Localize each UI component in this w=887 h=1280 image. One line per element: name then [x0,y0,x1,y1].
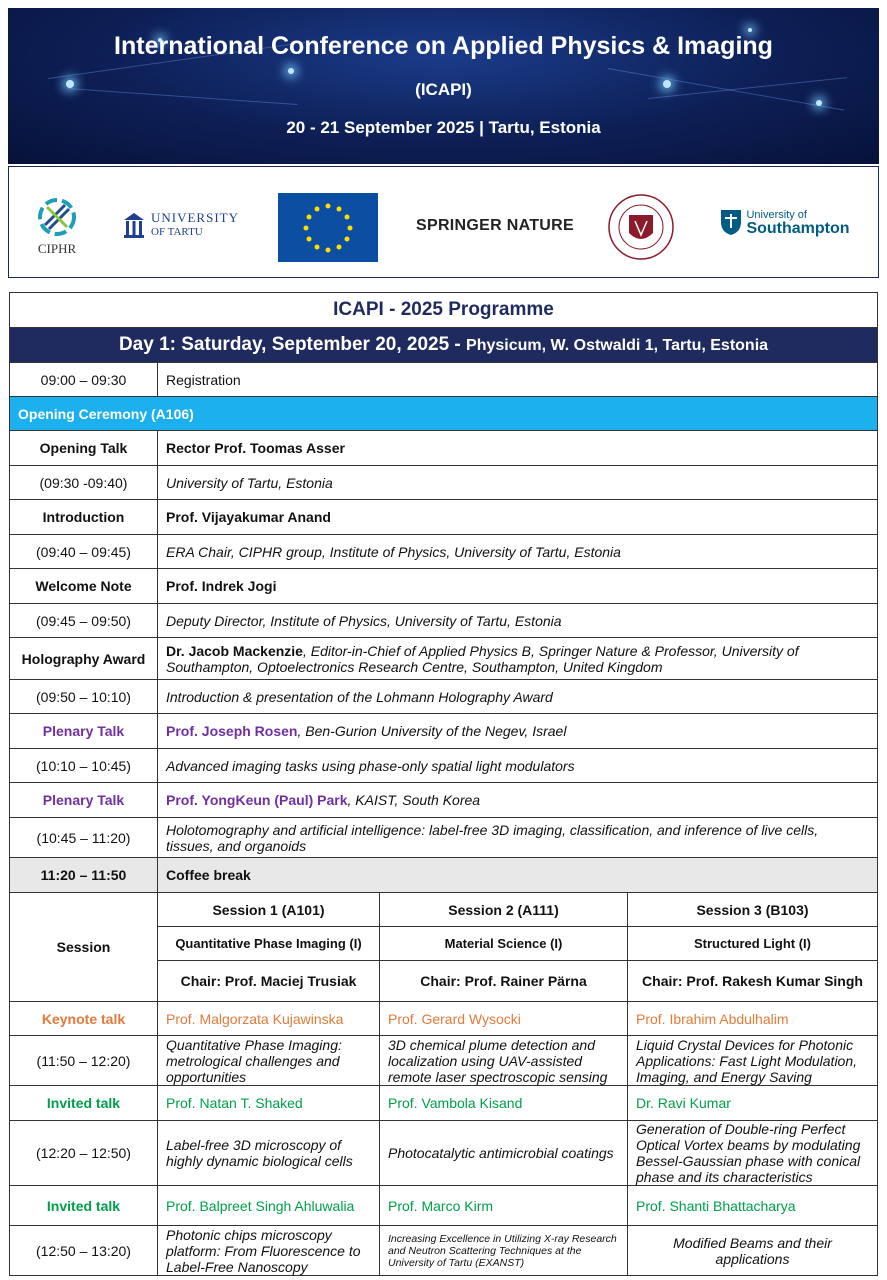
table-row [10,535,878,569]
session-2-topic: Material Science (I) [380,927,628,961]
session-2-name: Session 2 (A111) [380,893,628,927]
keynote-speaker-1: Prof. Malgorzata Kujawinska [158,1002,380,1036]
plenary-talk-1-label: Plenary Talk [10,714,158,749]
table-row [10,1121,878,1186]
table-row [10,893,878,927]
invited-1-time: (12:20 – 12:50) [10,1121,158,1186]
session-3-topic: Structured Light (I) [628,927,878,961]
southampton-crest-icon [720,208,742,236]
southampton-line1: University of [746,209,807,221]
session-2-chair: Chair: Prof. Rainer Pärna [380,961,628,1002]
keynote-title-3: Liquid Crystal Devices for Photonic Applications: Fast Light Modulation, Imaging, and Energy Saving [628,1036,878,1086]
plenary-1-speaker-name: Prof. Joseph Rosen [166,723,298,739]
conference-banner [8,8,879,164]
programme-title: ICAPI - 2025 Programme [10,293,878,328]
table-row [10,1002,878,1036]
session-1-chair: Chair: Prof. Maciej Trusiak [158,961,380,1002]
sponsor-logos [8,166,879,278]
invited-1-title-2: Photocatalytic antimicrobial coatings [380,1121,628,1186]
table-row [10,858,878,893]
keynote-speaker-2: Prof. Gerard Wysocki [380,1002,628,1036]
plenary-talk-1-title: Advanced imaging tasks using phase-only spatial light modulators [158,749,878,783]
keynote-talk-label: Keynote talk [10,1002,158,1036]
southampton-line2: Southampton [746,220,850,237]
introduction-speaker: Prof. Vijayakumar Anand [158,500,878,535]
invited-2-time: (12:50 – 13:20) [10,1226,158,1276]
session-3-chair: Chair: Prof. Rakesh Kumar Singh [628,961,878,1002]
table-row [10,1226,878,1276]
welcome-note-affiliation: Deputy Director, Institute of Physics, University of Tartu, Estonia [158,604,878,638]
opening-talk-time: (09:30 -09:40) [10,466,158,500]
conference-title: International Conference on Applied Physics & Imaging [114,32,773,60]
day-heading [10,328,878,363]
keynote-title-1: Quantitative Phase Imaging: metrological challenges and opportunities [158,1036,380,1086]
opening-talk-label: Opening Talk [10,431,158,466]
welcome-note-label: Welcome Note [10,569,158,604]
table-row [10,1036,878,1086]
invited-2-title-3: Modified Beams and their applications [628,1226,878,1276]
invited-talk-1-label: Invited talk [10,1086,158,1121]
tartu-line1: UNIVERSITY [151,210,239,225]
keynote-time: (11:50 – 12:20) [10,1036,158,1086]
vilnius-logo [607,191,675,263]
tartu-line2: OF TARTU [151,226,203,238]
holography-speaker-name: Dr. Jacob Mackenzie [166,642,303,659]
ciphr-logo [29,191,85,261]
registration-time: 09:00 – 09:30 [10,363,158,397]
table-row [10,714,878,749]
holography-award-speaker [158,638,878,680]
conference-acronym: (ICAPI) [415,80,472,99]
coffee-break-time: 11:20 – 11:50 [10,858,158,893]
holography-award-time: (09:50 – 10:10) [10,680,158,714]
invited-1-title-1: Label-free 3D microscopy of highly dynamic biological cells [158,1121,380,1186]
opening-talk-speaker: Rector Prof. Toomas Asser [158,431,878,466]
table-row [10,604,878,638]
welcome-note-time: (09:45 – 09:50) [10,604,158,638]
invited-1-speaker-1: Prof. Natan T. Shaked [158,1086,380,1121]
session-1-name: Session 1 (A101) [158,893,380,927]
invited-talk-2-label: Invited talk [10,1186,158,1226]
tartu-building-icon [123,210,145,240]
invited-1-speaker-2: Prof. Vambola Kisand [380,1086,628,1121]
plenary-talk-1-time: (10:10 – 10:45) [10,749,158,783]
introduction-time: (09:40 – 09:45) [10,535,158,569]
plenary-talk-2-speaker [158,783,878,818]
southampton-logo [715,205,855,239]
vilnius-seal-icon [607,191,675,263]
ciphr-text: CIPHR [37,241,77,256]
springer-nature-logo [415,211,575,241]
eu-flag [278,193,378,262]
invited-2-speaker-2: Prof. Marco Kirm [380,1186,628,1226]
day-location: Physicum, W. Ostwaldi 1, Tartu, Estonia [466,337,769,354]
table-row [10,397,878,431]
opening-talk-affiliation: University of Tartu, Estonia [158,466,878,500]
day-date: Day 1: Saturday, September 20, 2025 - [118,334,467,355]
plenary-2-speaker-name: Prof. YongKeun (Paul) Park [166,792,348,808]
invited-1-title-3: Generation of Double-ring Perfect Optical Vortex beams by modulating Bessel-Gaussian phase with conical phase and its characteristics [628,1121,878,1186]
springer-text: SPRINGER NATURE [416,217,574,234]
invited-2-title-2: Increasing Excellence in Utilizing X-ray Research and Neutron Scattering Techniques at the University of Tartu (EXANST) [380,1226,628,1276]
ciphr-emblem-icon [35,195,79,239]
invited-2-speaker-3: Prof. Shanti Bhattacharya [628,1186,878,1226]
keynote-speaker-3: Prof. Ibrahim Abdulhalim [628,1002,878,1036]
plenary-talk-2-label: Plenary Talk [10,783,158,818]
holography-award-label: Holography Award [10,638,158,680]
table-row [10,1086,878,1121]
session-1-topic: Quantitative Phase Imaging (I) [158,927,380,961]
registration-label: Registration [158,363,878,397]
table-row [10,818,878,858]
table-row [10,363,878,397]
table-row [10,680,878,714]
welcome-note-speaker: Prof. Indrek Jogi [158,569,878,604]
tartu-logo [121,205,241,245]
session-3-name: Session 3 (B103) [628,893,878,927]
holography-award-desc: Introduction & presentation of the Lohmann Holography Award [158,680,878,714]
plenary-talk-2-time: (10:45 – 11:20) [10,818,158,858]
introduction-affiliation: ERA Chair, CIPHR group, Institute of Physics, University of Tartu, Estonia [158,535,878,569]
keynote-title-2: 3D chemical plume detection and localization using UAV-assisted remote laser spectroscopic sensing [380,1036,628,1086]
plenary-talk-2-title: Holotomography and artificial intelligence: label-free 3D imaging, classification, and inference of live cells, tissues, and organoids [158,818,878,858]
invited-2-title-1: Photonic chips microscopy platform: From Fluorescence to Label-Free Nanoscopy [158,1226,380,1276]
table-row [10,638,878,680]
table-row [10,500,878,535]
invited-2-speaker-1: Prof. Balpreet Singh Ahluwalia [158,1186,380,1226]
holography-speaker-affiliation: , Editor-in-Chief of Applied Physics B, Springer Nature & Professor, University of Southampton, Optoelectronics Research Centre, Southampton, United Kingdom [166,642,799,675]
table-row [10,431,878,466]
introduction-label: Introduction [10,500,158,535]
table-row [10,1186,878,1226]
opening-ceremony: Opening Ceremony (A106) [10,397,878,431]
conference-date-place: 20 - 21 September 2025 | Tartu, Estonia [286,118,601,137]
invited-1-speaker-3: Dr. Ravi Kumar [628,1086,878,1121]
plenary-2-affiliation: , KAIST, South Korea [347,792,481,808]
table-row [10,466,878,500]
eu-stars-icon [298,198,358,258]
table-row [10,749,878,783]
table-row [10,783,878,818]
coffee-break-label: Coffee break [158,858,878,893]
plenary-1-affiliation: , Ben-Gurion University of the Negev, Israel [297,723,567,739]
session-label: Session [10,893,158,1002]
plenary-talk-1-speaker [158,714,878,749]
programme-table [9,292,878,1276]
table-row [10,569,878,604]
